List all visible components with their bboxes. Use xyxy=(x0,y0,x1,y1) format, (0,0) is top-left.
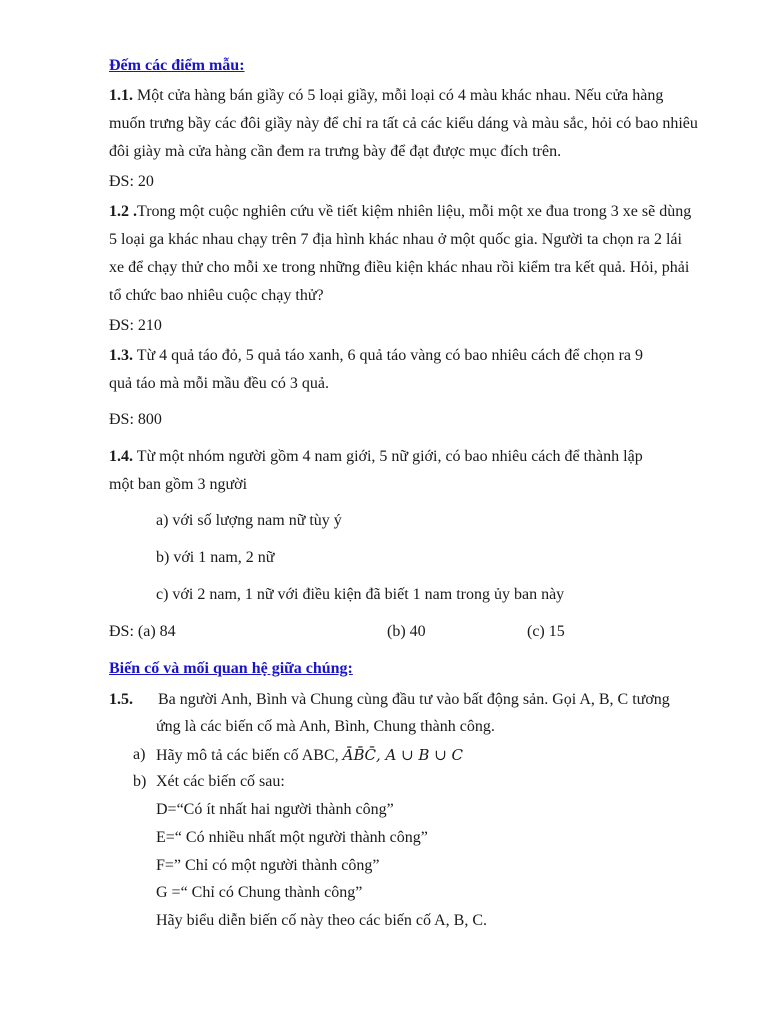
event-d: D=“Có ít nhất hai người thành công” xyxy=(156,801,394,818)
problem-1-5-line-1: Ba người Anh, Bình và Chung cùng đầu tư vào bất động sản. Gọi A, B, C tương xyxy=(158,691,670,708)
problem-1-3-line-1 xyxy=(109,346,643,366)
problem-1-4-answer-c: (c) 15 xyxy=(527,623,565,640)
event-g: G =“ Chỉ có Chung thành công” xyxy=(156,884,363,901)
problem-1-5-line-2: ứng là các biến cố mà Anh, Bình, Chung thành công. xyxy=(156,718,495,735)
problem-1-5-b-label: b) xyxy=(133,773,147,790)
problem-1-5-final: Hãy biểu diễn biến cố này theo các biến cố A, B, C. xyxy=(156,912,488,929)
events-heading: Biến cố và mối quan hệ giữa chúng: xyxy=(109,660,353,677)
problem-text: Từ một nhóm người gồm 4 nam giới, 5 nữ giới, có bao nhiêu cách để thành lập xyxy=(133,448,643,465)
problem-1-1-line-1 xyxy=(109,86,663,106)
part-a-text: Hãy mô tả các biến cố ABC, xyxy=(156,747,343,764)
problem-1-2-line-4: tổ chức bao nhiêu cuộc chạy thử? xyxy=(109,287,324,304)
problem-text: Trong một cuộc nghiên cứu về tiết kiệm nhiên liệu, mỗi một xe đua trong 3 xe sẽ dùng xyxy=(137,203,692,220)
problem-1-2-answer: ĐS: 210 xyxy=(109,317,162,334)
problem-1-1-answer: ĐS: 20 xyxy=(109,173,154,190)
problem-1-4-part-c: c) với 2 nam, 1 nữ với điều kiện đã biết 1 nam trong ủy ban này xyxy=(156,586,565,603)
problem-1-1-line-2: muốn trưng bầy các đôi giầy này để chỉ ra tất cả các kiểu dáng và màu sắc, hỏi có bao nhiêu xyxy=(109,115,698,132)
problem-number: 1.1. xyxy=(109,87,133,104)
problem-1-2-line-2: 5 loại ga khác nhau chạy trên 7 địa hình khác nhau ở một quốc gia. Người ta chọn ra 2 lái xyxy=(109,231,682,248)
problem-1-5-a-label: a) xyxy=(133,746,146,763)
problem-1-2-line-3: xe để chạy thử cho mỗi xe trong những điều kiện khác nhau rồi kiểm tra kết quả. Hỏi, phải xyxy=(109,259,690,276)
problem-1-5-part-b: Xét các biến cố sau: xyxy=(156,773,285,790)
part-a-formula: ĀB̄C̄, A ∪ B ∪ C xyxy=(342,746,464,764)
problem-1-5-number: 1.5. xyxy=(109,691,133,708)
problem-1-4-answer-a: ĐS: (a) 84 xyxy=(109,623,176,640)
event-f: F=” Chỉ có một người thành công” xyxy=(156,857,380,874)
problem-text: Một cửa hàng bán giầy có 5 loại giầy, mỗi loại có 4 màu khác nhau. Nếu cửa hàng xyxy=(133,87,664,104)
problem-1-5-part-a xyxy=(156,745,463,766)
event-e: E=“ Có nhiều nhất một người thành công” xyxy=(156,829,428,846)
problem-number: 1.4. xyxy=(109,448,133,465)
problem-1-3-answer: ĐS: 800 xyxy=(109,411,162,428)
problem-1-4-part-a: a) với số lượng nam nữ tùy ý xyxy=(156,512,342,529)
problem-1-4-line-2: một ban gồm 3 người xyxy=(109,476,248,493)
problem-number: 1.2 . xyxy=(109,203,137,220)
problem-number: 1.3. xyxy=(109,347,133,364)
problem-1-2-line-1 xyxy=(109,202,691,222)
counting-heading: Đếm các điểm mẫu: xyxy=(109,57,245,74)
problem-1-4-part-b: b) với 1 nam, 2 nữ xyxy=(156,549,275,566)
problem-1-4-line-1 xyxy=(109,447,643,467)
problem-1-1-line-3: đôi giày mà cửa hàng cần đem ra trưng bày để đạt được mục đích trên. xyxy=(109,143,562,160)
problem-text: Từ 4 quả táo đỏ, 5 quả táo xanh, 6 quả táo vàng có bao nhiêu cách để chọn ra 9 xyxy=(133,347,643,364)
problem-1-4-answer-b: (b) 40 xyxy=(387,623,426,640)
problem-1-3-line-2: quả táo mà mỗi mầu đều có 3 quả. xyxy=(109,375,329,392)
